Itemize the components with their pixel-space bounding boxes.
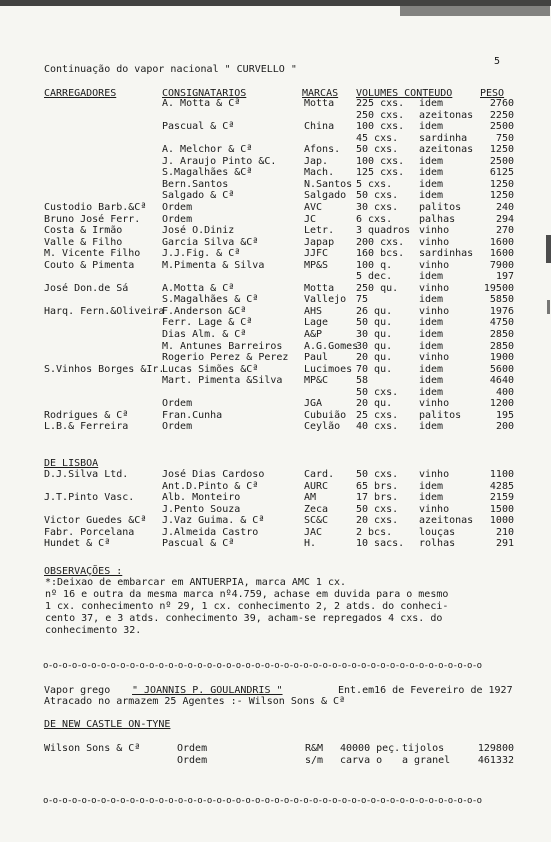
marca-cell: Motta (304, 282, 335, 294)
peso-cell: 400 (495, 386, 514, 398)
consignatario-cell: Ferr. Lage & Cª (162, 317, 253, 329)
marca-cell: JGA (304, 398, 323, 410)
consignatario-cell: José Dias Cardoso (162, 469, 265, 480)
carregador-cell: Custodio Barb.&Cª (44, 201, 147, 213)
observacoes-line: conhecimento 32. (45, 625, 142, 636)
consignatario-cell: J.Vaz Guima. & Cª (162, 515, 265, 526)
carregador-cell: Valle & Filho (44, 236, 123, 248)
conteudo-cell: idem (419, 363, 444, 375)
conteudo-cell: azeitonas (419, 515, 474, 526)
volumes-cell: 65 brs. (356, 480, 399, 492)
carregador-cell: Harq. Fern.&Oliveira (44, 305, 165, 317)
volumes-cell: 100 cxs. (356, 121, 405, 133)
volumes-cell: 3 quadros (356, 225, 411, 237)
observacoes-line: nº 16 e outra da mesma marca nº4.759, achase em duvida para o mesmo (45, 589, 449, 600)
peso-cell: 2500 (489, 121, 514, 133)
peso-cell: 129800 (477, 743, 514, 754)
volumes-cell: 20 qu. (356, 398, 393, 410)
consignatario-cell: J.Pento Souza (162, 503, 241, 515)
peso-cell: 197 (495, 271, 514, 283)
volumes-cell: 50 cxs. (356, 144, 399, 156)
volumes-cell: 50 cxs. (356, 190, 399, 202)
section-heading-new-castle: DE NEW CASTLE ON-TYNE (44, 719, 171, 730)
volumes-cell: 100 q. (356, 259, 393, 271)
conteudo-cell: idem (419, 155, 444, 167)
marca-cell: Lucimoes (304, 363, 353, 375)
volumes-cell: 100 cxs. (356, 155, 405, 167)
arrival-date: Ent.em16 de Fevereiro de 1927 (338, 685, 513, 696)
conteudo-cell: vinho (419, 236, 450, 248)
consignatario-cell: José O.Diniz (162, 225, 235, 237)
page-number: 5 (494, 56, 501, 67)
marca-cell: Japap (304, 236, 335, 248)
peso-cell: 240 (495, 201, 514, 213)
marca-cell: A.G.Gomes (304, 340, 359, 352)
conteudo-cell: vinho (419, 282, 450, 294)
conteudo-cell: vinho (419, 352, 450, 364)
consignatario-cell: F.Anderson &Cª (162, 305, 247, 317)
consignatario-cell: Dias Alm. & Cª (162, 329, 247, 340)
marca-cell: Paul (304, 352, 329, 364)
observacoes-heading: OBSERVAÇÕES : (44, 566, 123, 577)
scan-smudge (400, 6, 550, 16)
peso-cell: 1250 (489, 178, 514, 190)
peso-cell: 1500 (489, 503, 514, 515)
marca-cell: Lage (304, 317, 329, 329)
consignatario-cell: Ant.D.Pinto & Cª (162, 480, 259, 492)
conteudo-cell: vinho (419, 503, 450, 515)
carregador-cell: Hundet & Cª (44, 538, 111, 549)
document-title: Continuação do vapor nacional " CURVELLO " (44, 64, 297, 75)
marca-cell: H. (304, 538, 317, 549)
carregador-cell: Fabr. Porcelana (44, 526, 135, 538)
peso-cell: 1000 (489, 515, 514, 526)
conteudo-cell: palitos (419, 201, 462, 213)
consignatario-cell: Pascual & Cª (162, 538, 235, 549)
consignatario-cell: Rogerio Perez & Perez (162, 352, 289, 364)
consignatario-cell: Ordem (162, 201, 193, 213)
consignatario-cell: J.Almeida Castro (162, 526, 259, 538)
volumes-cell: 250 qu. (356, 282, 399, 294)
separator-line: o-o-o-o-o-o-o-o-o-o-o-o-o-o-o-o-o-o-o-o-o-o-o-o-o-o-o-o-o-o-o-o-o-o-o-o-o-o-o-o-o-o-o-o-o-o (43, 661, 482, 671)
conteudo-cell: vinho (419, 305, 450, 317)
conteudo-cell: azeitonas (419, 144, 474, 156)
conteudo-cell: palhas (419, 213, 456, 225)
volumes-cell: 20 cxs. (356, 515, 399, 526)
marca-cell: AHS (304, 305, 323, 317)
marca-cell: Card. (304, 469, 335, 480)
consignatario-cell: Ordem (177, 754, 208, 766)
consignatario-cell: J.J.Fig. & Cª (162, 248, 241, 260)
conteudo-cell: idem (419, 178, 444, 190)
volumes-cell: 50 cxs. (356, 503, 399, 515)
carregador-cell: Rodrigues & Cª (44, 409, 129, 421)
marca-cell: MP&S (304, 259, 329, 271)
marca-cell: China (304, 121, 335, 133)
peso-cell: 1200 (489, 398, 514, 410)
carregador-cell: D.J.Silva Ltd. (44, 469, 129, 480)
volumes-cell: 50 cxs. (356, 386, 399, 398)
peso-cell: 4750 (489, 317, 514, 329)
volumes-cell: 6 cxs. (356, 213, 393, 225)
conteudo-cell: tijolos (402, 743, 445, 754)
docking-agents: Atracado no armazem 25 Agentes :- Wilson Sons & Cª (44, 696, 346, 707)
consignatario-cell: Garcia Silva &Cª (162, 236, 259, 248)
peso-cell: 5600 (489, 363, 514, 375)
volumes-cell: 40000 peç. (340, 743, 401, 754)
conteudo-cell: vinho (419, 259, 450, 271)
peso-cell: 2760 (489, 98, 514, 109)
volumes-cell: 70 qu. (356, 363, 393, 375)
conteudo-cell: idem (419, 375, 444, 387)
volumes-cell: 250 cxs. (356, 109, 405, 121)
peso-cell: 7900 (489, 259, 514, 271)
peso-cell: 6125 (489, 167, 514, 179)
conteudo-cell: azeitonas (419, 109, 474, 121)
conteudo-cell: idem (419, 271, 444, 283)
marca-cell: AM (304, 492, 317, 503)
volumes-cell: 45 cxs. (356, 132, 399, 144)
marca-cell: Ceylão (304, 421, 341, 433)
volumes-cell: 50 cxs. (356, 469, 399, 480)
peso-cell: 1250 (489, 190, 514, 202)
section-heading-lisboa: DE LISBOA (44, 458, 99, 469)
column-header-consignatarios: CONSIGNATARIOS (162, 88, 247, 99)
peso-cell: 2850 (489, 340, 514, 352)
carregador-cell: José Don.de Sá (44, 282, 129, 294)
volumes-cell: 30 cxs. (356, 201, 399, 213)
conteudo-cell: idem (419, 421, 444, 433)
marca-cell: AURC (304, 480, 329, 492)
peso-cell: 200 (495, 421, 514, 433)
marca-cell: A&P (304, 329, 323, 340)
volumes-cell: 17 brs. (356, 492, 399, 503)
conteudo-cell: idem (419, 98, 444, 109)
marca-cell: Mach. (304, 167, 335, 179)
peso-cell: 2250 (489, 109, 514, 121)
conteudo-cell: idem (419, 329, 444, 340)
volumes-cell: 30 qu. (356, 340, 393, 352)
marca-cell: AVC (304, 201, 323, 213)
conteudo-cell: idem (419, 386, 444, 398)
conteudo-cell: a granel (402, 754, 451, 766)
volumes-cell: 225 cxs. (356, 98, 405, 109)
column-header-volumes-conteudo: VOLUMES CONTEUDO (356, 88, 453, 99)
carregador-cell: L.B.& Ferreira (44, 421, 129, 433)
peso-cell: 1600 (489, 236, 514, 248)
volumes-cell: 20 qu. (356, 352, 393, 364)
marca-cell: R&M (305, 743, 324, 754)
peso-cell: 1900 (489, 352, 514, 364)
consignatario-cell: M.Pimenta & Silva (162, 259, 265, 271)
peso-cell: 1100 (489, 469, 514, 480)
conteudo-cell: palitos (419, 409, 462, 421)
consignatario-cell: Alb. Monteiro (162, 492, 241, 503)
carregador-cell: M. Vicente Filho (44, 248, 141, 260)
peso-cell: 210 (495, 526, 514, 538)
peso-cell: 2159 (489, 492, 514, 503)
conteudo-cell: idem (419, 317, 444, 329)
consignatario-cell: S.Magalhães &Cª (162, 167, 253, 179)
volumes-cell: 5 cxs. (356, 178, 393, 190)
consignatario-cell: Fran.Cunha (162, 409, 223, 421)
observacoes-line: *:Deixao de embarcar em ANTUERPIA, marca AMC 1 cx. (45, 577, 347, 588)
volumes-cell: 2 bcs. (356, 526, 393, 538)
marca-cell: SC&C (304, 515, 329, 526)
conteudo-cell: idem (419, 121, 444, 133)
peso-cell: 2850 (489, 329, 514, 340)
peso-cell: 1600 (489, 248, 514, 260)
volumes-cell: 10 sacs. (356, 538, 405, 549)
volumes-cell: carva o (340, 754, 383, 766)
conteudo-cell: sardinhas (419, 248, 474, 260)
volumes-cell: 75 (356, 294, 369, 306)
column-header-peso: PESO (480, 88, 505, 99)
consignatario-cell: Ordem (162, 421, 193, 433)
observacoes-line: cento 37, e 3 atds. conhecimento 39, acham-se repregados 4 cxs. do (45, 613, 443, 624)
volumes-cell: 200 cxs. (356, 236, 405, 248)
conteudo-cell: idem (419, 340, 444, 352)
marca-cell: JAC (304, 526, 323, 538)
marca-cell: Afons. (304, 144, 341, 156)
peso-cell: 4640 (489, 375, 514, 387)
consignatario-cell: Pascual & Cª (162, 121, 235, 133)
peso-cell: 1976 (489, 305, 514, 317)
marca-cell: Jap. (304, 155, 329, 167)
conteudo-cell: idem (419, 167, 444, 179)
consignatario-cell: Bern.Santos (162, 178, 229, 190)
consignatario-cell: A. Motta & Cª (162, 98, 241, 109)
conteudo-cell: vinho (419, 398, 450, 410)
volumes-cell: 125 cxs. (356, 167, 405, 179)
consignatario-cell: Ordem (177, 743, 208, 754)
peso-cell: 750 (495, 132, 514, 144)
scan-edge (546, 235, 551, 263)
volumes-cell: 160 bcs. (356, 248, 405, 260)
carregador-cell: Wilson Sons & Cª (44, 743, 141, 754)
carregador-cell: S.Vinhos Borges &Ir. (44, 363, 165, 375)
peso-cell: 5850 (489, 294, 514, 306)
volumes-cell: 58 (356, 375, 369, 387)
peso-cell: 195 (495, 409, 514, 421)
consignatario-cell: Ordem (162, 398, 193, 410)
consignatario-cell: Mart. Pimenta &Silva (162, 375, 283, 387)
conteudo-cell: vinho (419, 225, 450, 237)
separator-line: o-o-o-o-o-o-o-o-o-o-o-o-o-o-o-o-o-o-o-o-o-o-o-o-o-o-o-o-o-o-o-o-o-o-o-o-o-o-o-o-o-o-o-o-o-o (43, 796, 482, 806)
volumes-cell: 50 qu. (356, 317, 393, 329)
peso-cell: 1250 (489, 144, 514, 156)
conteudo-cell: idem (419, 492, 444, 503)
consignatario-cell: J. Araujo Pinto &C. (162, 155, 277, 167)
consignatario-cell: Ordem (162, 213, 193, 225)
marca-cell: Cubuião (304, 409, 347, 421)
peso-cell: 2500 (489, 155, 514, 167)
conteudo-cell: idem (419, 294, 444, 306)
conteudo-cell: sardinha (419, 132, 468, 144)
scan-edge (547, 300, 550, 314)
consignatario-cell: M. Antunes Barreiros (162, 340, 283, 352)
volumes-cell: 25 cxs. (356, 409, 399, 421)
column-header-marcas: MARCAS (302, 88, 339, 99)
consignatario-cell: A.Motta & Cª (162, 282, 235, 294)
conteudo-cell: louças (419, 526, 456, 538)
marca-cell: Salgado (304, 190, 347, 202)
carregador-cell: J.T.Pinto Vasc. (44, 492, 135, 503)
consignatario-cell: Salgado & Cª (162, 190, 235, 202)
peso-cell: 461332 (477, 754, 514, 766)
marca-cell: Zeca (304, 503, 329, 515)
conteudo-cell: rolhas (419, 538, 456, 549)
marca-cell: s/m (305, 754, 324, 766)
conteudo-cell: vinho (419, 469, 450, 480)
volumes-cell: 40 cxs. (356, 421, 399, 433)
marca-cell: MP&C (304, 375, 329, 387)
consignatario-cell: A. Melchor & Cª (162, 144, 253, 156)
marca-cell: Vallejo (304, 294, 347, 306)
column-header-carregadores: CARREGADORES (44, 88, 117, 99)
marca-cell: Motta (304, 98, 335, 109)
volumes-cell: 5 dec. (356, 271, 393, 283)
peso-cell: 19500 (483, 282, 514, 294)
ship-name: " JOANNIS P. GOULANDRIS " (132, 685, 283, 696)
marca-cell: N.Santos (304, 178, 353, 190)
consignatario-cell: Lucas Simões &Cª (162, 363, 259, 375)
marca-cell: JJFC (304, 248, 329, 260)
consignatario-cell: S.Magalhães & Cª (162, 294, 259, 306)
vapor-grego-label: Vapor grego (44, 685, 111, 696)
volumes-cell: 30 qu. (356, 329, 393, 340)
conteudo-cell: idem (419, 190, 444, 202)
peso-cell: 270 (495, 225, 514, 237)
carregador-cell: Couto & Pimenta (44, 259, 135, 271)
conteudo-cell: idem (419, 480, 444, 492)
peso-cell: 291 (495, 538, 514, 549)
carregador-cell: Bruno José Ferr. (44, 213, 141, 225)
marca-cell: Letr. (304, 225, 335, 237)
peso-cell: 294 (495, 213, 514, 225)
marca-cell: JC (304, 213, 317, 225)
observacoes-line: 1 cx. conhecimento nº 29, 1 cx. conhecimento 2, 2 atds. do conheci- (45, 601, 449, 612)
carregador-cell: Costa & Irmão (44, 225, 123, 237)
carregador-cell: Victor Guedes &Cª (44, 515, 147, 526)
volumes-cell: 26 qu. (356, 305, 393, 317)
peso-cell: 4285 (489, 480, 514, 492)
